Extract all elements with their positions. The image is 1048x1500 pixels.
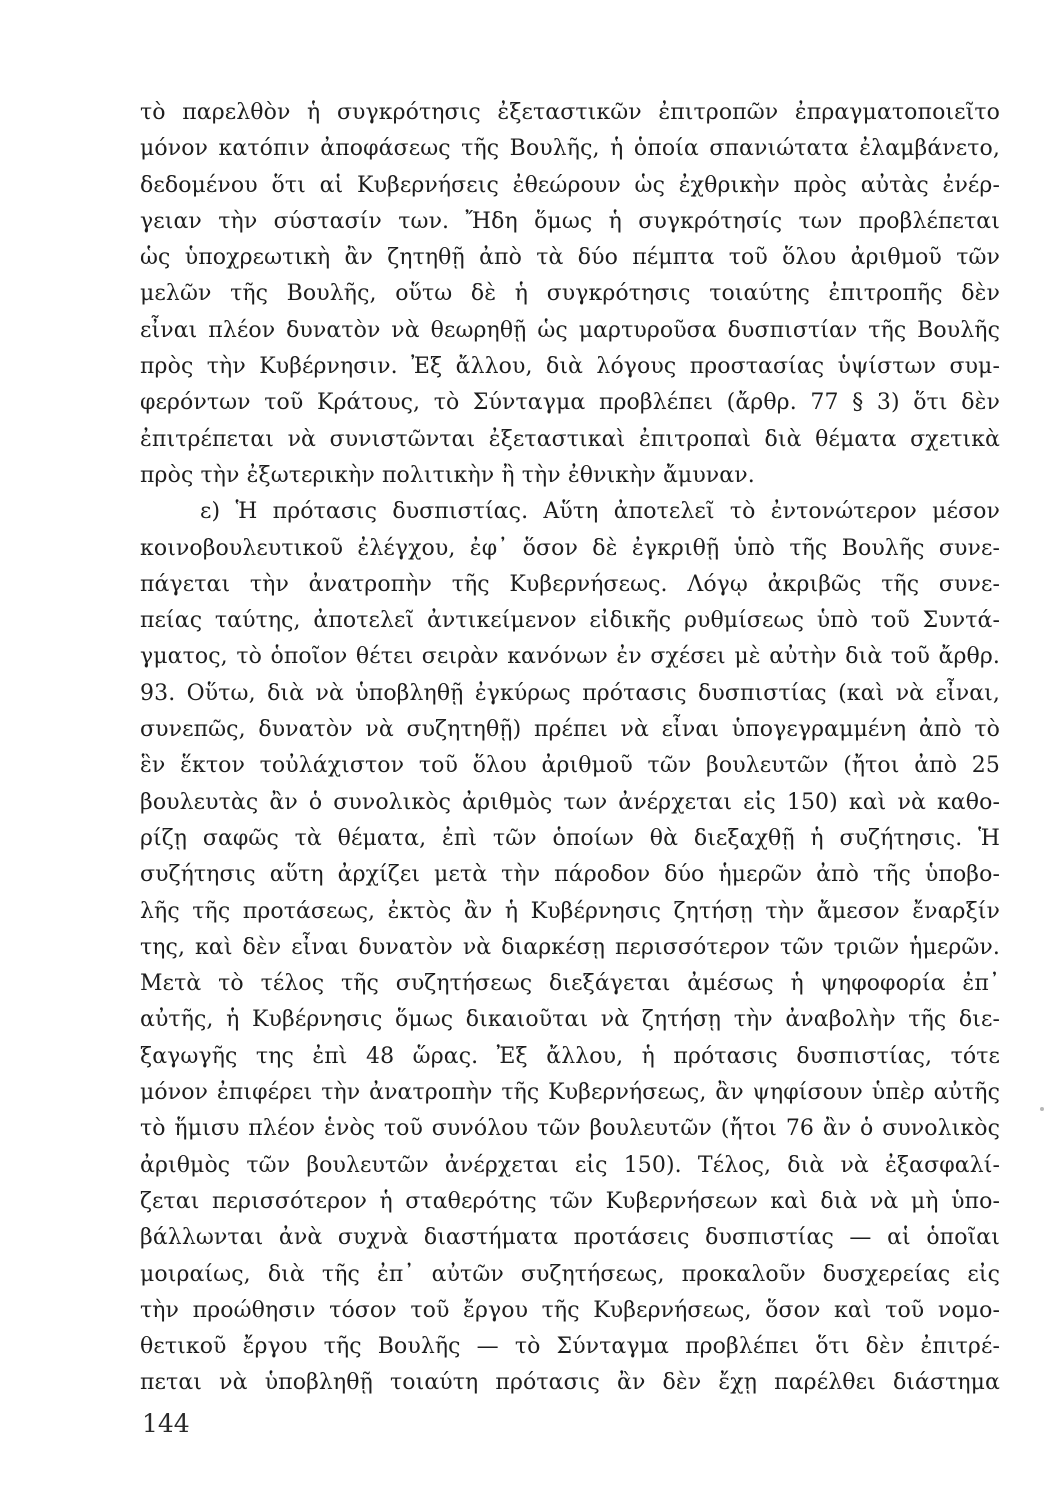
text-line: τὸ ἥμισυ πλέον ἑνὸς τοῦ συνόλου τῶν βουλευτῶν (ἤτοι 76 ἂν ὁ συνολικὸς <box>140 1116 1000 1142</box>
text-line: βάλλωνται ἀνὰ συχνὰ διαστήματα προτάσεις δυσπιστίας — αἱ ὁποῖαι <box>140 1225 1000 1251</box>
text-line: γειαν τὴν σύστασίν των. Ἤδη ὅμως ἡ συγκρότησίς των προβλέπεται <box>140 208 1000 234</box>
text-line: πρὸς τὴν Κυβέρνησιν. Ἐξ ἄλλου, διὰ λόγους προστασίας ὑψίστων συμ- <box>140 354 1000 380</box>
text-line: φερόντων τοῦ Κράτους, τὸ Σύνταγμα προβλέπει (ἄρθρ. 77 § 3) ὅτι δὲν <box>140 390 1000 416</box>
text-line: θετικοῦ ἔργου τῆς Βουλῆς — τὸ Σύνταγμα προβλέπει ὅτι δὲν ἐπιτρέ- <box>140 1334 1000 1360</box>
text-line: ἐπιτρέπεται νὰ συνιστῶνται ἐξεταστικαὶ ἐπιτροπαὶ διὰ θέματα σχετικὰ <box>140 426 1000 452</box>
text-line: πεται νὰ ὑποβληθῇ τοιαύτη πρότασις ἂν δὲν ἔχῃ παρέλθει διάστημα <box>140 1370 1000 1396</box>
scan-speck <box>1040 1107 1044 1111</box>
text-line: γματος, τὸ ὁποῖον θέτει σειρὰν κανόνων ἐν σχέσει μὲ αὐτὴν διὰ τοῦ ἄρθρ. <box>140 644 1000 670</box>
text-line: πάγεται τὴν ἀνατροπὴν τῆς Κυβερνήσεως. Λόγῳ ἀκριβῶς τῆς συνε- <box>140 571 1000 597</box>
page-number: 144 <box>142 1409 190 1438</box>
text-line: ἓν ἕκτον τοὐλάχιστον τοῦ ὅλου ἀριθμοῦ τῶν βουλευτῶν (ἤτοι ἀπὸ 25 <box>140 753 1000 779</box>
text-line: Μετὰ τὸ τέλος τῆς συζητήσεως διεξάγεται ἀμέσως ἡ ψηφοφορία ἐπ᾽ <box>140 971 1000 997</box>
text-line: συζήτησις αὕτη ἀρχίζει μετὰ τὴν πάροδον δύο ἡμερῶν ἀπὸ τῆς ὑποβο- <box>140 862 1000 888</box>
text-line: βουλευτὰς ἂν ὁ συνολικὸς ἀριθμὸς των ἀνέρχεται εἰς 150) καὶ νὰ καθο- <box>140 789 1000 815</box>
text-line: μόνον ἐπιφέρει τὴν ἀνατροπὴν τῆς Κυβερνήσεως, ἂν ψηφίσουν ὑπὲρ αὐτῆς <box>140 1080 1000 1106</box>
text-line: τὸ παρελθὸν ἡ συγκρότησις ἐξεταστικῶν ἐπιτροπῶν ἐπραγματοποιεῖτο <box>140 100 1000 125</box>
text-line: μόνον κατόπιν ἀποφάσεως τῆς Βουλῆς, ἡ ὁποία σπανιώτατα ἐλαμβάνετο, <box>140 136 1000 162</box>
text-line: μοιραίως, διὰ τῆς ἐπ᾽ αὐτῶν συζητήσεως, προκαλοῦν δυσχερείας εἰς <box>140 1261 1000 1287</box>
text-line: πείας ταύτης, ἀποτελεῖ ἀντικείμενον εἰδικῆς ρυθμίσεως ὑπὸ τοῦ Συντά- <box>140 608 1000 634</box>
text-line: πρὸς τὴν ἐξωτερικὴν πολιτικὴν ἢ τὴν ἐθνικὴν ἄμυναν. <box>140 462 755 488</box>
text-line: αὐτῆς, ἡ Κυβέρνησις ὅμως δικαιοῦται νὰ ζητήσῃ τὴν ἀναβολὴν τῆς διε- <box>140 1007 1000 1033</box>
text-line: ζεται περισσότερον ἡ σταθερότης τῶν Κυβερνήσεων καὶ διὰ νὰ μὴ ὑπο- <box>140 1188 1000 1214</box>
text-line: δεδομένου ὅτι αἱ Κυβερνήσεις ἐθεώρουν ὡς ἐχθρικὴν πρὸς αὐτὰς ἐνέρ- <box>140 172 1000 198</box>
text-line: μελῶν τῆς Βουλῆς, οὕτω δὲ ἡ συγκρότησις τοιαύτης ἐπιτροπῆς δὲν <box>140 281 1000 307</box>
text-line: κοινοβουλευτικοῦ ἐλέγχου, ἐφ᾽ ὅσον δὲ ἐγκριθῇ ὑπὸ τῆς Βουλῆς συνε- <box>140 535 1000 561</box>
text-line: 93. Οὕτω, διὰ νὰ ὑποβληθῇ ἐγκύρως πρότασις δυσπιστίας (καὶ νὰ εἶναι, <box>140 680 1000 706</box>
text-line: λῆς τῆς προτάσεως, ἐκτὸς ἂν ἡ Κυβέρνησις ζητήσῃ τὴν ἄμεσον ἔναρξίν <box>140 898 1000 924</box>
text-line: ἀριθμὸς τῶν βουλευτῶν ἀνέρχεται εἰς 150). Τέλος, διὰ νὰ ἐξασφαλί- <box>140 1152 1000 1178</box>
text-line: ρίζῃ σαφῶς τὰ θέματα, ἐπὶ τῶν ὁποίων θὰ διεξαχθῇ ἡ συζήτησις. Ἡ <box>140 825 1000 851</box>
text-line: της, καὶ δὲν εἶναι δυνατὸν νὰ διαρκέσῃ περισσότερον τῶν τριῶν ἡμερῶν. <box>140 934 1000 960</box>
body-text <box>140 95 1000 1402</box>
text-line: εἶναι πλέον δυνατὸν νὰ θεωρηθῇ ὡς μαρτυροῦσα δυσπιστίαν τῆς Βουλῆς <box>140 317 1000 343</box>
text-line: ξαγωγῆς της ἐπὶ 48 ὥρας. Ἐξ ἄλλου, ἡ πρότασις δυσπιστίας, τότε <box>140 1043 1000 1069</box>
text-line: συνεπῶς, δυνατὸν νὰ συζητηθῇ) πρέπει νὰ εἶναι ὑπογεγραμμένη ἀπὸ τὸ <box>140 717 1000 743</box>
text-line: ὡς ὑποχρεωτικὴ ἂν ζητηθῇ ἀπὸ τὰ δύο πέμπτα τοῦ ὅλου ἀριθμοῦ τῶν <box>140 245 1000 271</box>
text-line: ε) Ἡ πρότασις δυσπιστίας. Αὕτη ἀποτελεῖ τὸ ἐντονώτερον μέσον <box>200 499 1000 525</box>
text-line: τὴν προώθησιν τόσον τοῦ ἔργου τῆς Κυβερνήσεως, ὅσον καὶ τοῦ νομο- <box>140 1297 1000 1323</box>
